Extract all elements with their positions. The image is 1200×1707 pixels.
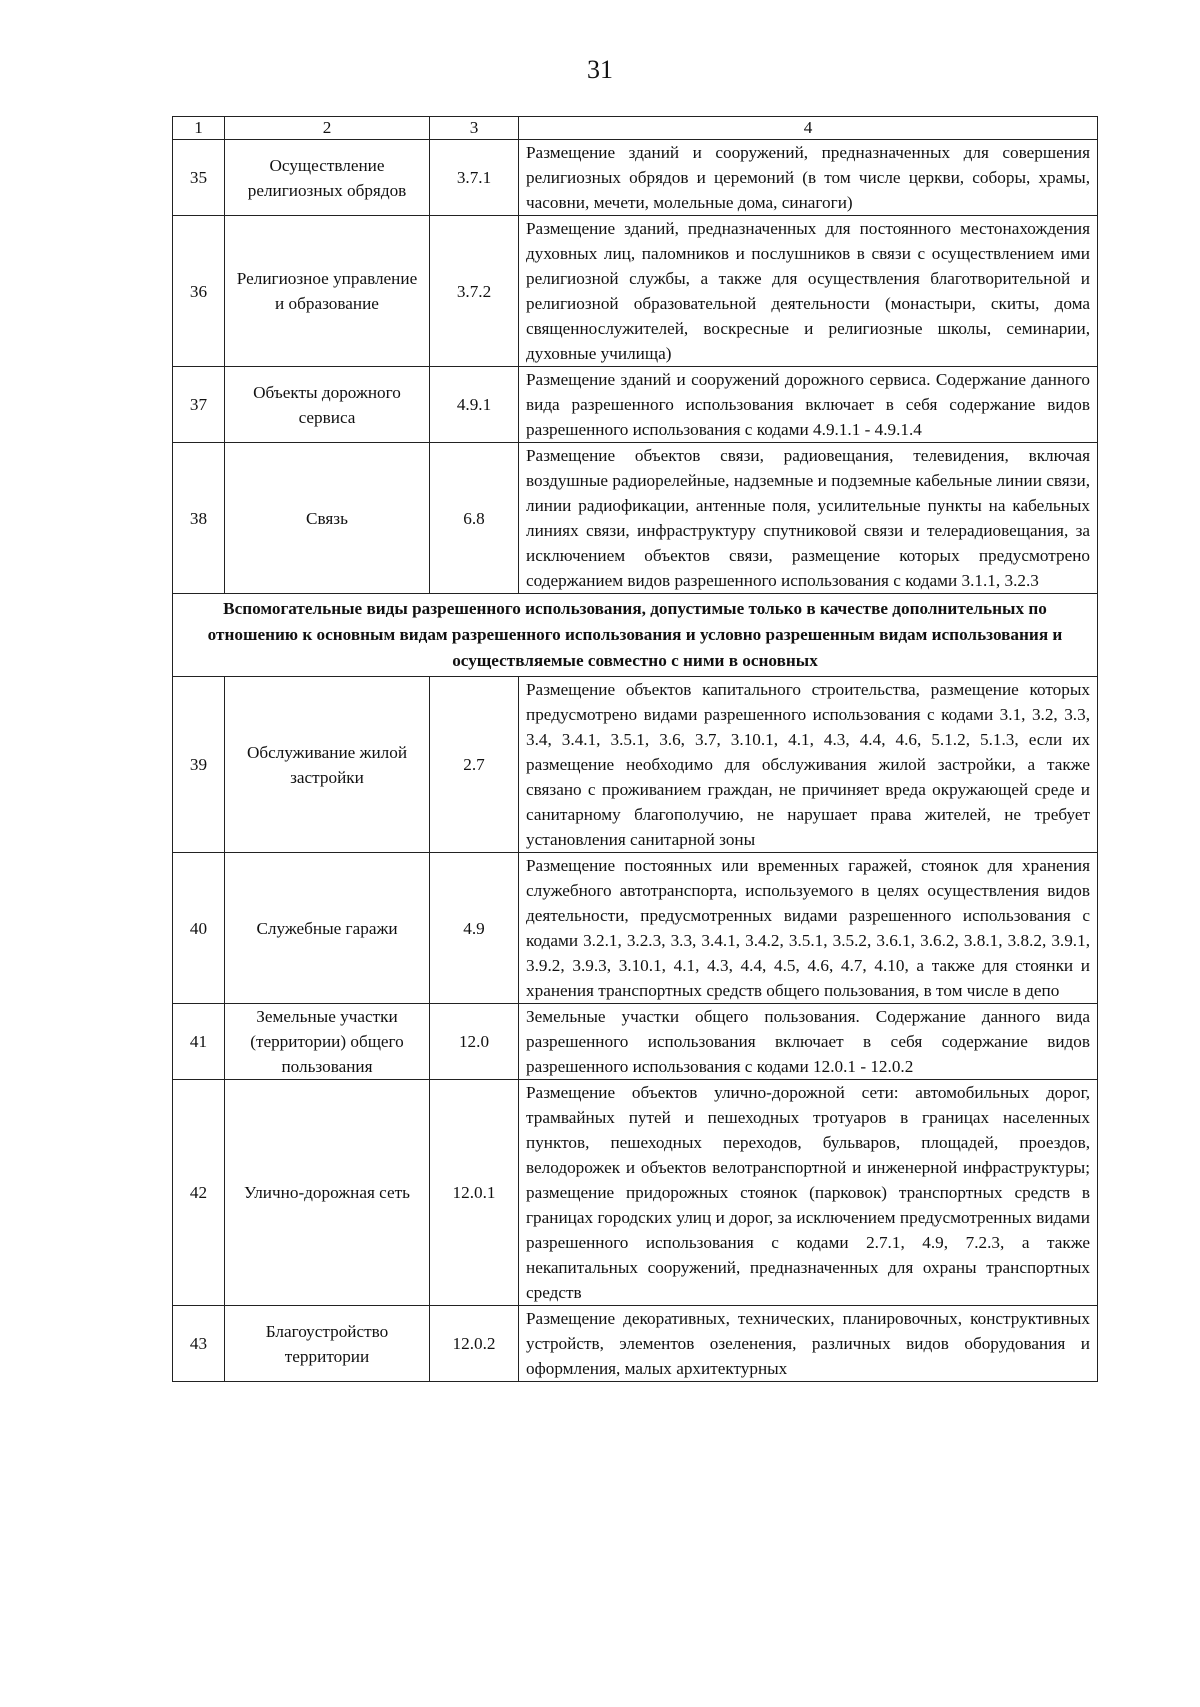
table-row: [173, 140, 1098, 216]
use-name: Религиозное управление и образование: [225, 216, 430, 367]
use-description: Размещение объектов капитального строительства, размещение которых предусмотрено видами разрешенного использования с кодами 3.1, 3.2, 3.3, 3.4, 3.4.1, 3.5.1, 3.6, 3.7, 3.10.1, 4.1, 4.3, 4.4, 4.6, 5.1.2, 5.1.3, если их размещение необходимо для обслуживания жилой застройки, а также связано с проживанием граждан, не причиняет вреда окружающей среде и санитарному благополучию, не нарушает права жителей, не требует установления санитарной зоны: [519, 677, 1098, 853]
row-number: 37: [173, 367, 225, 443]
use-code: 12.0.2: [430, 1306, 519, 1382]
use-code: 4.9.1: [430, 367, 519, 443]
table-row: [173, 443, 1098, 594]
use-code: 12.0.1: [430, 1080, 519, 1306]
land-use-table: [172, 116, 1098, 1382]
use-code: 6.8: [430, 443, 519, 594]
row-number: 35: [173, 140, 225, 216]
use-description: Размещение декоративных, технических, планировочных, конструктивных устройств, элементов озеленения, различных видов оборудования и оформления, малых архитектурных: [519, 1306, 1098, 1382]
row-number: 36: [173, 216, 225, 367]
use-code: 3.7.1: [430, 140, 519, 216]
column-header: 3: [430, 117, 519, 140]
row-number: 38: [173, 443, 225, 594]
column-header: 1: [173, 117, 225, 140]
row-number: 40: [173, 853, 225, 1004]
use-description: Размещение объектов связи, радиовещания, телевидения, включая воздушные радиорелейные, надземные и подземные кабельные линии связи, линии радиофикации, антенные поля, усилительные пункты на кабельных линиях связи, инфраструктуру спутниковой связи и телерадиовещания, за исключением объектов связи, размещение которых предусмотрено содержанием видов разрешенного использования с кодами 3.1.1, 3.2.3: [519, 443, 1098, 594]
use-description: Размещение постоянных или временных гаражей, стоянок для хранения служебного автотранспорта, используемого в целях осуществления видов деятельности, предусмотренных видами разрешенного использования с кодами 3.2.1, 3.2.3, 3.3, 3.4.1, 3.4.2, 3.5.1, 3.5.2, 3.6.1, 3.6.2, 3.8.1, 3.8.2, 3.9.1, 3.9.2, 3.9.3, 3.10.1, 4.1, 4.3, 4.4, 4.5, 4.6, 4.7, 4.10, а также для стоянки и хранения транспортных средств общего пользования, в том числе в депо: [519, 853, 1098, 1004]
column-header-row: [173, 117, 1098, 140]
use-name: Благоустройство территории: [225, 1306, 430, 1382]
section-heading: Вспомогательные виды разрешенного использования, допустимые только в качестве дополнительных по отношению к основным видам разрешенного использования и условно разрешенным видам использования и осуществляемые совместно с ними в основных: [173, 594, 1098, 677]
use-code: 2.7: [430, 677, 519, 853]
use-code: 3.7.2: [430, 216, 519, 367]
use-name: Осуществление религиозных обрядов: [225, 140, 430, 216]
table-row: [173, 677, 1098, 853]
table-row: [173, 1004, 1098, 1080]
row-number: 39: [173, 677, 225, 853]
use-description: Размещение зданий, предназначенных для постоянного местонахождения духовных лиц, паломников и послушников в связи с осуществлением ими религиозной службы, а также для осуществления благотворительной и религиозной образовательной деятельности (монастыри, скиты, дома священнослужителей, воскресные и религиозные школы, семинарии, духовные училища): [519, 216, 1098, 367]
use-name: Земельные участки (территории) общего пользования: [225, 1004, 430, 1080]
table-row: [173, 1080, 1098, 1306]
section-heading-row: [173, 594, 1098, 677]
use-description: Размещение зданий и сооружений дорожного сервиса. Содержание данного вида разрешенного использования включает в себя содержание видов разрешенного использования с кодами 4.9.1.1 - 4.9.1.4: [519, 367, 1098, 443]
row-number: 43: [173, 1306, 225, 1382]
table-row: [173, 367, 1098, 443]
use-name: Улично-дорожная сеть: [225, 1080, 430, 1306]
use-code: 4.9: [430, 853, 519, 1004]
column-header: 4: [519, 117, 1098, 140]
use-name: Обслуживание жилой застройки: [225, 677, 430, 853]
table-row: [173, 853, 1098, 1004]
page-number: 31: [587, 55, 613, 84]
use-description: Размещение объектов улично-дорожной сети: автомобильных дорог, трамвайных путей и пешеходных тротуаров в границах населенных пунктов, пешеходных переходов, бульваров, площадей, проездов, велодорожек и объектов велотранспортной и инженерной инфраструктуры; размещение придорожных стоянок (парковок) транспортных средств в границах городских улиц и дорог, за исключением предусмотренных видами разрешенного использования с кодами 2.7.1, 4.9, 7.2.3, а также некапитальных сооружений, предназначенных для охраны транспортных средств: [519, 1080, 1098, 1306]
use-name: Связь: [225, 443, 430, 594]
row-number: 42: [173, 1080, 225, 1306]
column-header: 2: [225, 117, 430, 140]
use-description: Размещение зданий и сооружений, предназначенных для совершения религиозных обрядов и церемоний (в том числе церкви, соборы, храмы, часовни, мечети, молельные дома, синагоги): [519, 140, 1098, 216]
use-code: 12.0: [430, 1004, 519, 1080]
row-number: 41: [173, 1004, 225, 1080]
use-description: Земельные участки общего пользования. Содержание данного вида разрешенного использования включает в себя содержание видов разрешенного использования с кодами 12.0.1 - 12.0.2: [519, 1004, 1098, 1080]
use-name: Объекты дорожного сервиса: [225, 367, 430, 443]
table-row: [173, 1306, 1098, 1382]
table-row: [173, 216, 1098, 367]
use-name: Служебные гаражи: [225, 853, 430, 1004]
